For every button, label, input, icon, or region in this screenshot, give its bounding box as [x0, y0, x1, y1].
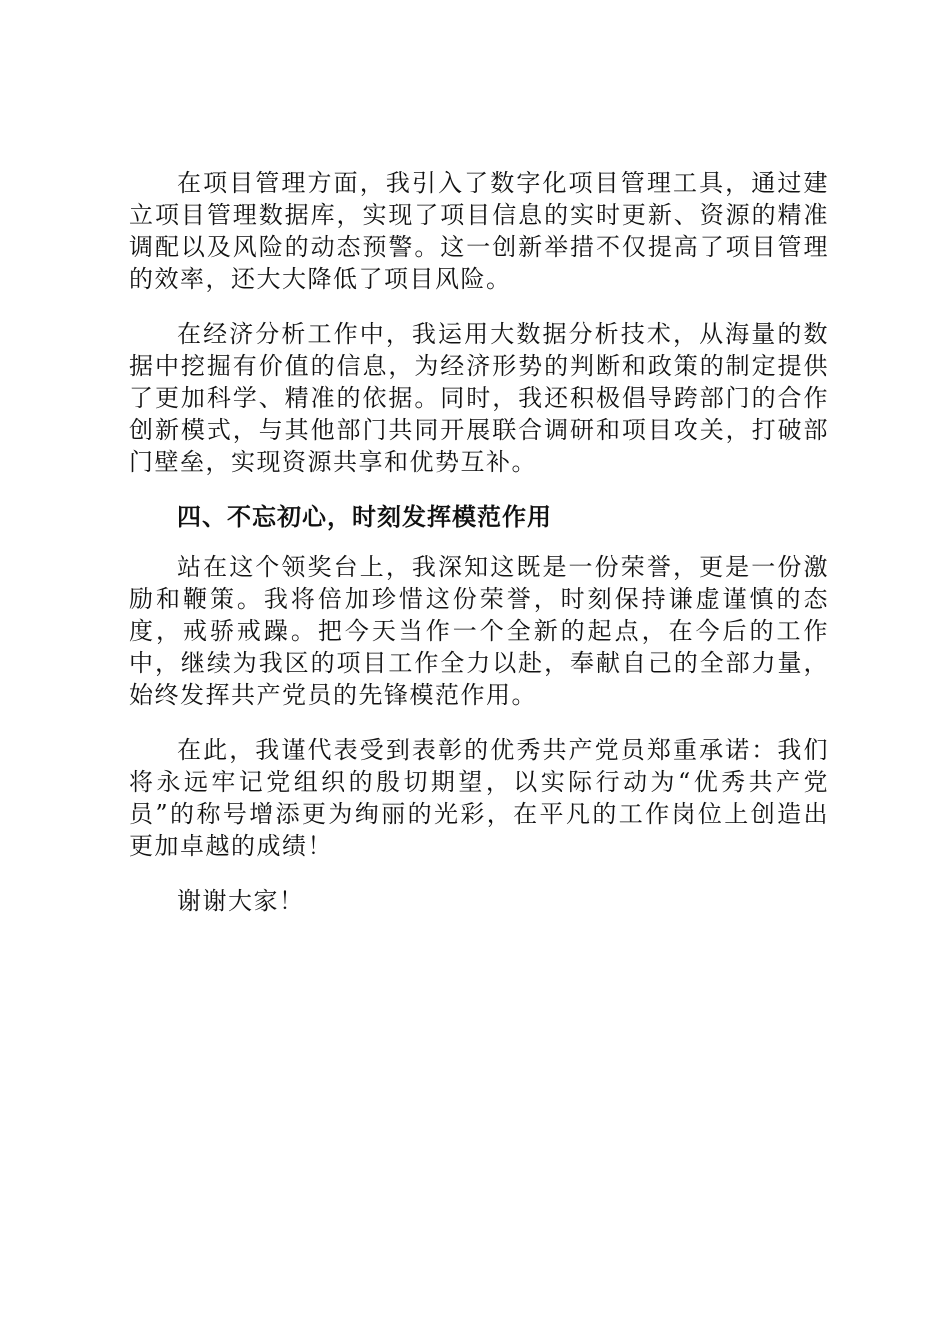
paragraph-economic-analysis: 在经济分析工作中，我运用大数据分析技术，从海量的数据中挖掘有价值的信息，为经济形势的判断和政策的制定提供了更加科学、精准的依据。同时，我还积极倡导跨部门的合作创新模式，与其他部门共同开展联合调研和项目攻关，打破部门壁垒，实现资源共享和优势互补。 — [129, 320, 829, 476]
paragraph-award-podium: 站在这个领奖台上，我深知这既是一份荣誉，更是一份激励和鞭策。我将倍加珍惜这份荣誉，时刻保持谦虚谨慎的态度，戒骄戒躁。把今天当作一个全新的起点，在今后的工作中，继续为我区的项目工作全力以赴，奉献自己的全部力量，始终发挥共产党员的先锋模范作用。 — [129, 553, 829, 709]
document-body — [129, 167, 829, 940]
paragraph-project-management: 在项目管理方面，我引入了数字化项目管理工具，通过建立项目管理数据库，实现了项目信息的实时更新、资源的精准调配以及风险的动态预警。这一创新举措不仅提高了项目管理的效率，还大大降低了项目风险。 — [129, 169, 829, 293]
paragraph-pledge: 在此，我谨代表受到表彰的优秀共产党员郑重承诺：我们将永远牢记党组织的殷切期望，以实际行动为“优秀共产党员”的称号增添更为绚丽的光彩，在平凡的工作岗位上创造出更加卓越的成绩！ — [129, 736, 829, 860]
paragraph-thanks: 谢谢大家！ — [177, 887, 305, 915]
section-heading: 四、不忘初心，时刻发挥模范作用 — [177, 503, 552, 531]
